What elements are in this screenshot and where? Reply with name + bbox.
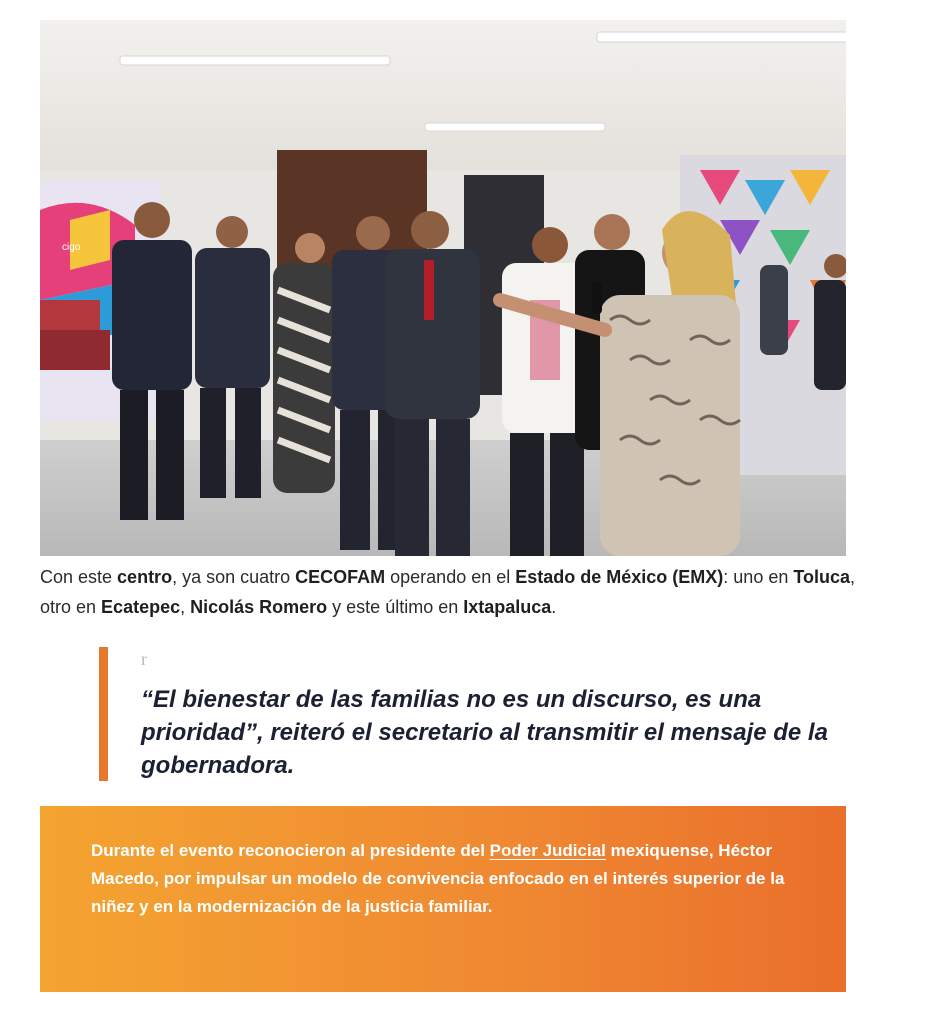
caption-bold-toluca: Toluca bbox=[793, 567, 851, 587]
photo-caption: Con este centro, ya son cuatro CECOFAM operando en el Estado de México (EMX): uno en Toluca, otro en Ecatepec, Nicolás Romero y este último en Ixtapaluca. bbox=[40, 567, 856, 617]
caption-bold-cecofam: CECOFAM bbox=[295, 567, 386, 587]
caption-bold-estado: Estado de México (EMX) bbox=[515, 567, 724, 587]
caption-bold-ixtapaluca: Ixtapaluca bbox=[463, 597, 552, 617]
pull-quote: “El bienestar de las familias no es un discurso, es una prioridad”, reiteró el secretario al transmitir el mensaje de la gobernadora. bbox=[141, 686, 828, 779]
quote-mark-icon: r bbox=[141, 649, 147, 669]
highlight-text: Durante el evento reconocieron al presidente del Poder Judicial mexiquense, Héctor Macedo, por impulsar un modelo de convivencia enfocado en el interés superior de la niñez y en la modernización de la justicia familiar. bbox=[91, 841, 785, 916]
caption-bold-centro: centro bbox=[117, 567, 173, 587]
highlight-box bbox=[40, 806, 846, 992]
caption-bold-nicolas-romero: Nicolás Romero bbox=[190, 597, 328, 617]
banner-text: cigo bbox=[62, 242, 81, 253]
quote-accent-bar bbox=[99, 647, 108, 781]
poder-judicial-link[interactable]: Poder Judicial bbox=[489, 841, 606, 860]
caption-bold-ecatepec: Ecatepec bbox=[101, 597, 181, 617]
event-photo bbox=[40, 20, 846, 556]
